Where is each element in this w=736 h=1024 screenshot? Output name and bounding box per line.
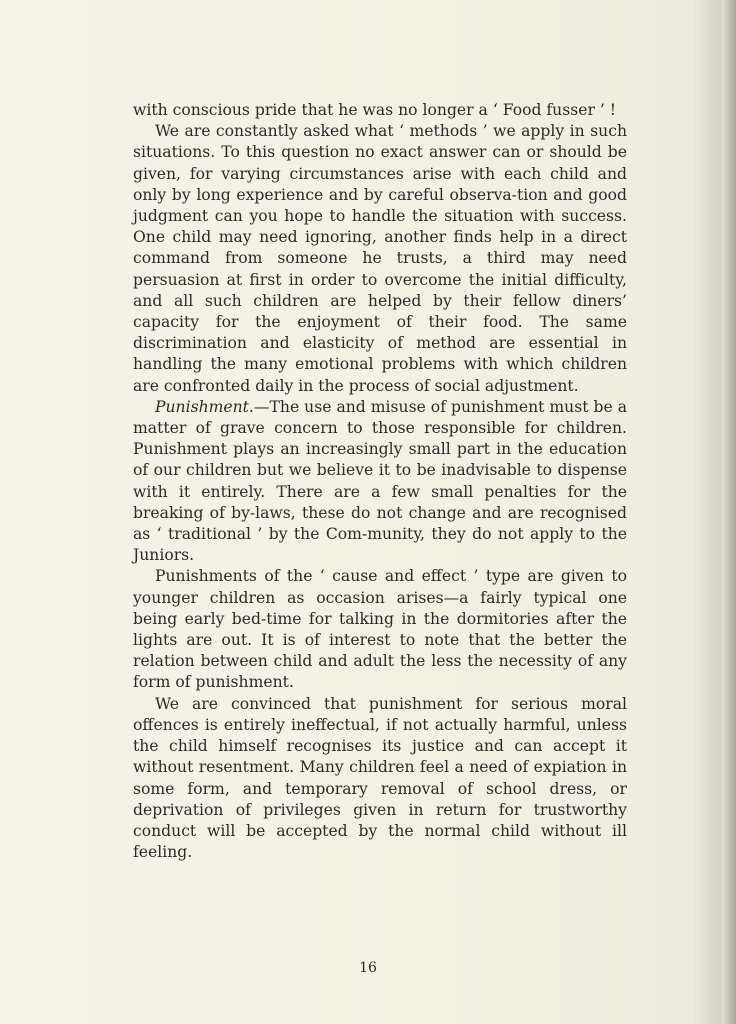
paragraph-1: with conscious pride that he was no longer a ‘ Food fusser ’ ! (133, 101, 617, 119)
page-number: 16 (359, 960, 377, 976)
paragraph-2: We are constantly asked what ‘ methods ’ we apply in such situations. To this question no exact answer can or should be given, for varying circumstances arise with each child and only by long experience and by careful observa‐tion and good judgment can you hope to handle the situation with success. One child may need ignoring, another finds help in a direct command from someone he trusts, a third may need persuasion at first in order to overcome the initial difficulty, and all such children are helped by their fellow diners’ capacity for the enjoyment of their food. The same discrimination and elasticity of method are essential in handling the many emotional problems with which children are confronted daily in the process of social adjustment. (133, 122, 627, 395)
paragraph-3 (133, 397, 627, 567)
paragraph-5: We are convinced that punishment for serious moral offences is entirely ineffectual, if not actually harmful, unless the child himself recognises its justice and can accept it without resentment. Many children feel a need of expiation in some form, and temporary removal of school dress, or deprivation of privileges given in return for trustworthy conduct will be accepted by the normal child without ill feeling. (133, 694, 627, 862)
paragraph-3-text: —The use and misuse of punishment must be a matter of grave concern to those responsible for children. Punishment plays an increasingly small part in the education of our children but we believe it to be inadvisable to dispense with it entirely. There are a few small penalties for the breaking of by‐laws, these do not change and are recognised as ‘ traditional ’ by the Com‐munity, they do not apply to the Juniors. (133, 397, 627, 565)
page-edge (722, 0, 736, 1024)
paragraph-4: Punishments of the ‘ cause and effect ’ type are given to younger children as occasion arises—a fairly typical one being early bed‐time for talking in the dormitories after the lights are out. It is of interest to note that the better the relation between child and adult the less the necessity of any form of punishment. (133, 567, 627, 692)
section-heading-punishment: Punishment. (155, 397, 254, 416)
body-text (133, 100, 627, 863)
